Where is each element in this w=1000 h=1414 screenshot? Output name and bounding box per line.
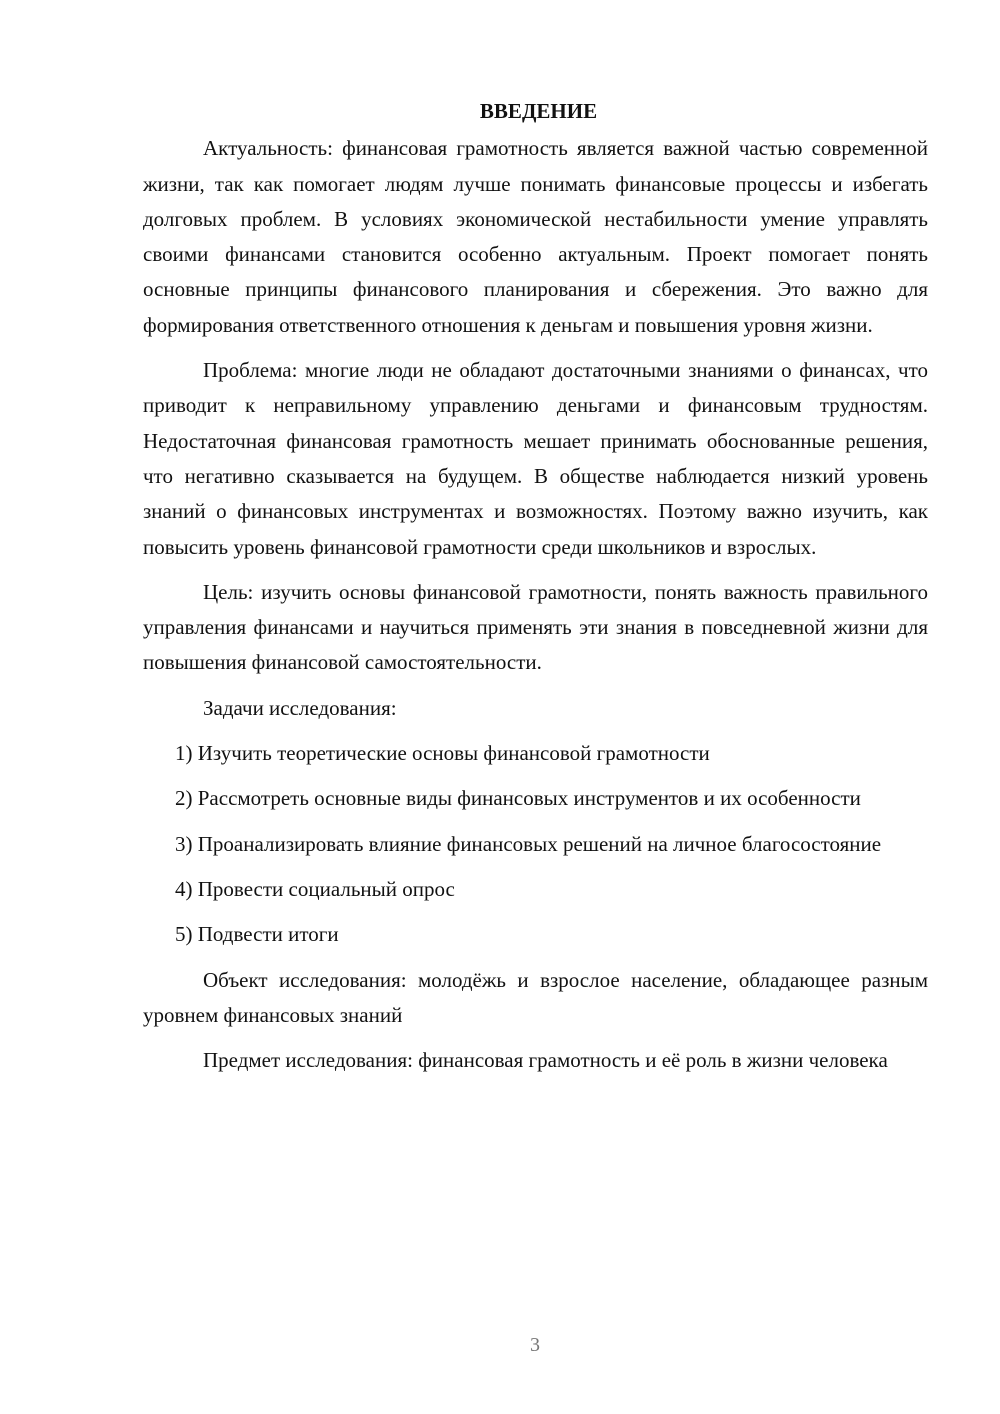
- paragraph-goal: Цель: изучить основы финансовой грамотности, понять важность правильного управления финансами и научиться применять эти знания в повседневной жизни для повышения финансовой самостоятельности.: [143, 579, 928, 675]
- task-item-3: 3) Проанализировать влияние финансовых решений на личное благосостояние: [175, 831, 882, 856]
- paragraph-object: Объект исследования: молодёжь и взрослое население, обладающее разным уровнем финансовых знаний: [143, 967, 928, 1027]
- paragraph-subject: Предмет исследования: финансовая грамотность и её роль в жизни человека: [203, 1048, 888, 1073]
- task-item-1: 1) Изучить теоретические основы финансовой грамотности: [175, 741, 710, 766]
- page-content: [143, 94, 928, 1088]
- section-heading: ВВЕДЕНИЕ: [479, 99, 598, 123]
- task-item-4: 4) Провести социальный опрос: [175, 876, 455, 901]
- page-number: 3: [530, 1334, 540, 1356]
- tasks-title: Задачи исследования:: [203, 695, 397, 720]
- task-item-2: 2) Рассмотреть основные виды финансовых инструментов и их особенности: [175, 786, 861, 811]
- paragraph-relevance: Актуальность: финансовая грамотность является важной частью современной жизни, так как помогает людям лучше понимать финансовые процессы и избегать долговых проблем. В условиях экономической нестабильности умение управлять своими финансами становится особенно актуальным. Проект помогает понять основные принципы финансового планирования и сбережения. Это важно для формирования ответственного отношения к деньгам и повышения уровня жизни.: [143, 136, 928, 337]
- task-item-5: 5) Подвести итоги: [175, 922, 339, 947]
- paragraph-problem: Проблема: многие люди не обладают достаточными знаниями о финансах, что приводит к неправильному управлению деньгами и финансовым трудностям. Недостаточная финансовая грамотность мешает принимать обоснованные решения, что негативно сказывается на будущем. В обществе наблюдается низкий уровень знаний о финансовых инструментах и возможностях. Поэтому важно изучить, как повысить уровень финансовой грамотности среди школьников и взрослых.: [143, 358, 928, 559]
